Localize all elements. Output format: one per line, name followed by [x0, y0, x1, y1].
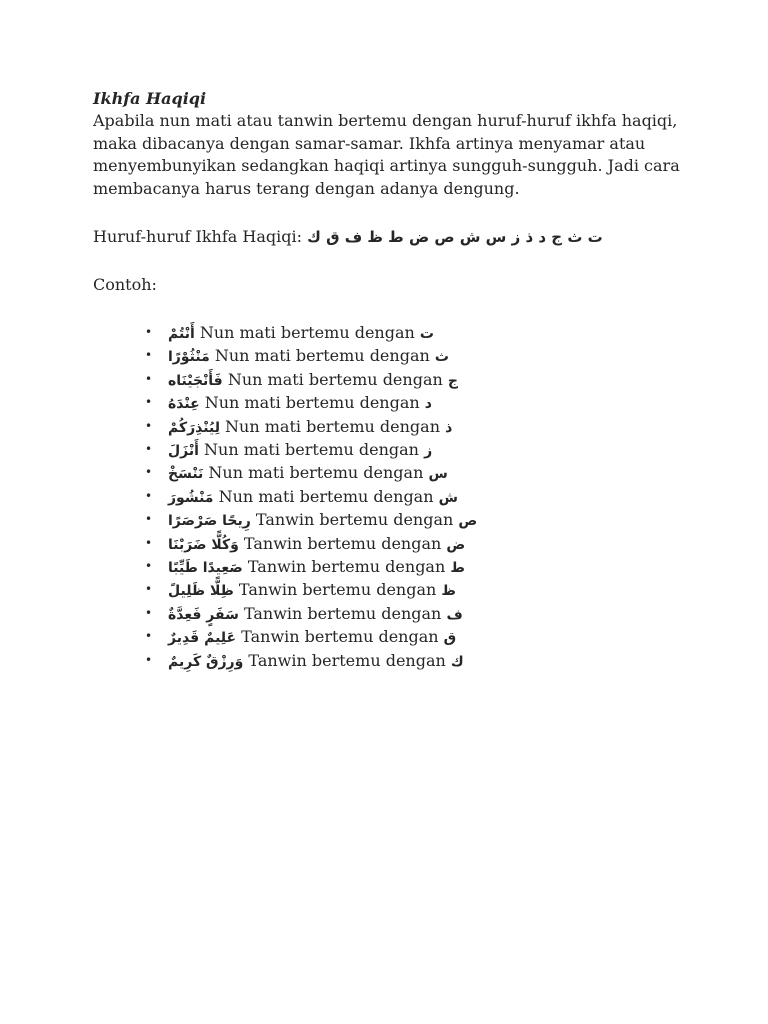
example-arabic-word: لِيُنْذِرَكُمْ — [168, 419, 220, 436]
bullet-icon: • — [145, 488, 153, 503]
examples-list — [93, 322, 693, 673]
example-description: Nun mati bertemu dengan — [218, 486, 434, 506]
list-item — [145, 603, 693, 626]
example-description: Nun mati bertemu dengan — [204, 440, 419, 460]
example-description: Tanwin bertemu dengan — [241, 627, 439, 647]
bullet-icon: • — [145, 535, 153, 550]
example-arabic-word: وَرِزْقٌ كَرِيمٌ — [168, 653, 244, 670]
example-letter: ث — [434, 349, 449, 366]
list-item — [145, 533, 693, 556]
bullet-icon: • — [145, 629, 153, 644]
example-letter: ش — [438, 489, 458, 506]
ikhfa-letters-label: Huruf-huruf Ikhfa Haqiqi: — [93, 227, 303, 246]
example-description: Nun mati bertemu dengan — [214, 346, 430, 366]
example-arabic-word: صَعِيدًا طَيِّبًا — [168, 560, 243, 577]
example-description: Nun mati bertemu dengan — [225, 416, 441, 436]
bullet-icon: • — [145, 418, 153, 433]
list-item — [145, 392, 693, 415]
bullet-icon: • — [145, 395, 153, 410]
list-item — [145, 439, 693, 462]
bullet-icon: • — [145, 582, 153, 597]
bullet-icon: • — [145, 465, 153, 480]
example-letter: ك — [450, 653, 464, 670]
example-description: Tanwin bertemu dengan — [255, 510, 454, 530]
example-arabic-word: وَكُلًّا ضَرَبْنَا — [168, 536, 239, 553]
example-arabic-word: أَنْزَلَ — [168, 443, 199, 460]
example-letter: د — [424, 396, 432, 413]
example-letter: ق — [443, 630, 457, 647]
example-arabic-word: أَنْتُمْ — [168, 326, 195, 342]
example-arabic-word: مَنْشُورَ — [168, 489, 214, 506]
bullet-icon: • — [145, 348, 153, 363]
example-letter: ف — [446, 606, 463, 623]
contoh-label: Contoh: — [93, 275, 157, 294]
example-arabic-word: عَلِيمٌ قَدِيرٌ — [168, 630, 237, 647]
example-arabic-word: نَنْسَخْ — [168, 466, 204, 483]
example-description: Tanwin bertemu dengan — [243, 603, 442, 623]
example-arabic-word: مَنْثُوْرًا — [168, 349, 210, 366]
example-arabic-word: عِنْدَهُ — [168, 396, 200, 413]
example-description: Nun mati bertemu dengan — [204, 393, 420, 413]
example-arabic-word: فَأَنْجَيْنَاه — [168, 372, 223, 389]
bullet-icon: • — [145, 559, 153, 574]
list-item — [145, 369, 693, 392]
example-description: Nun mati bertemu dengan — [208, 463, 424, 483]
list-item — [145, 322, 693, 345]
example-arabic-word: ظِلًّا ظَلِيلً — [168, 583, 234, 600]
example-letter: ض — [446, 536, 466, 553]
example-letter: ص — [458, 513, 478, 530]
example-description: Nun mati bertemu dengan — [199, 323, 415, 342]
example-letter: ج — [447, 372, 458, 389]
list-item — [145, 509, 693, 532]
bullet-icon: • — [145, 605, 153, 620]
example-description: Nun mati bertemu dengan — [227, 369, 443, 389]
example-letter: ذ — [445, 419, 453, 436]
example-description: Tanwin bertemu dengan — [248, 650, 446, 670]
example-arabic-word: سَفَرٍ فَعِدَّةٌ — [168, 606, 239, 623]
example-arabic-word: رِيحًا صَرْصَرًا — [168, 513, 251, 530]
example-description: Tanwin bertemu dengan — [243, 533, 442, 553]
list-item — [145, 579, 693, 602]
example-letter: ت — [419, 326, 434, 342]
example-description: Tanwin bertemu dengan — [238, 580, 437, 600]
bullet-icon: • — [145, 652, 153, 667]
list-item — [145, 556, 693, 579]
example-letter: ظ — [441, 583, 456, 600]
example-letter: ط — [450, 560, 465, 577]
list-item — [145, 486, 693, 509]
bullet-icon: • — [145, 512, 153, 527]
document-page — [93, 88, 693, 673]
list-item — [145, 345, 693, 368]
list-item — [145, 650, 693, 673]
list-item — [145, 416, 693, 439]
example-letter: س — [428, 466, 448, 483]
list-item — [145, 462, 693, 485]
ikhfa-letters-line — [93, 226, 693, 248]
example-description: Tanwin bertemu dengan — [247, 557, 446, 577]
ikhfa-letters: ت ث ج د ذ ز س ش ص ض ط ظ ف ق ك — [307, 228, 603, 246]
bullet-icon: • — [145, 325, 153, 339]
bullet-icon: • — [145, 442, 153, 457]
list-item — [145, 626, 693, 649]
section-title: Ikhfa Haqiqi — [93, 89, 207, 108]
example-letter: ز — [424, 443, 433, 460]
bullet-icon: • — [145, 371, 153, 386]
intro-paragraph: Apabila nun mati atau tanwin bertemu dengan huruf-huruf ikhfa haqiqi, maka dibacanya dengan samar-samar. Ikhfa artinya menyamar atau menyembunyikan sedangkan haqiqi artinya sungguh-sungguh. Jadi cara membacanya harus terang dengan adanya dengung. — [93, 111, 680, 198]
